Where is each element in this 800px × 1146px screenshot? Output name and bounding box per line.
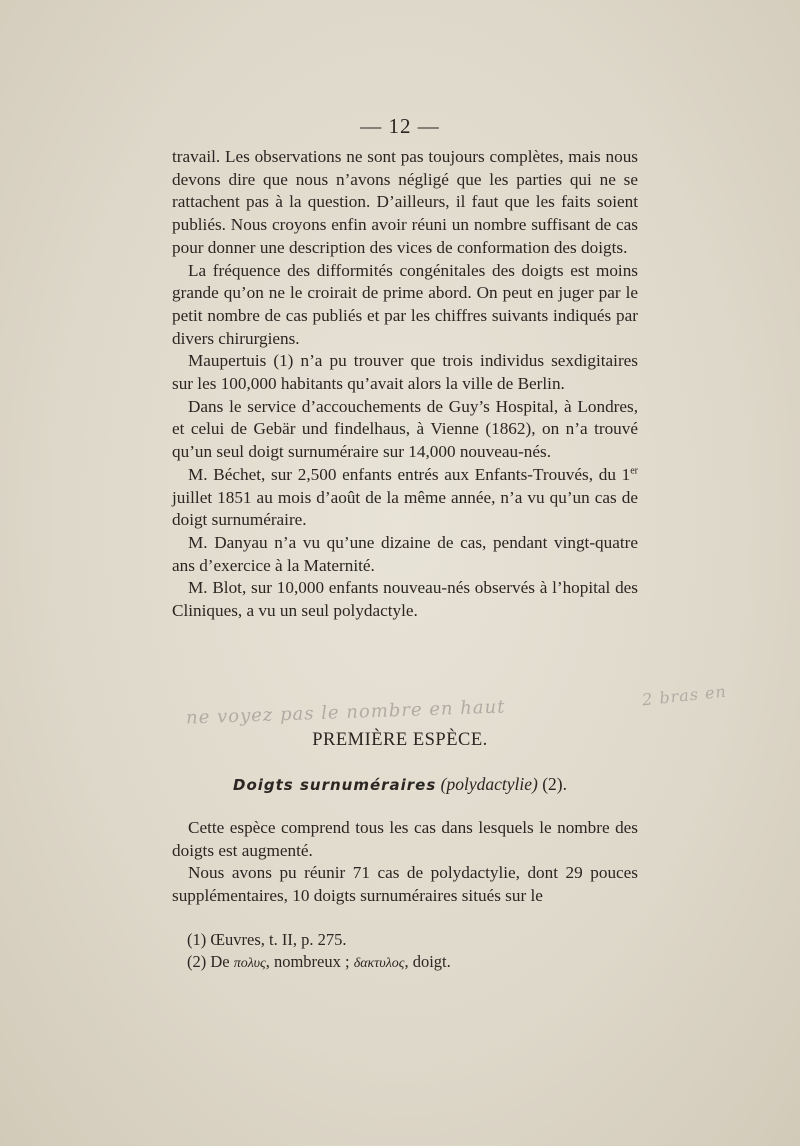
- section-text: [172, 817, 638, 908]
- footnote-2: [187, 951, 627, 975]
- subsection-heading: [0, 774, 800, 795]
- handwritten-note-margin: 2 bras en: [641, 681, 728, 710]
- paragraph: La fréquence des difformités congénitales des doigts est moins grande qu’on ne le croirait de prime abord. On peut en juger par le petit nombre de cas publiés et par les chiffres suivants indiqués par divers chirurgiens.: [172, 260, 638, 348]
- greek-word: πολυς: [233, 956, 266, 971]
- footnote-2-text: , nombreux ;: [265, 952, 354, 971]
- main-text: [172, 146, 638, 623]
- subsection-latin: (polydactylie): [440, 774, 538, 794]
- subsection-note-ref: (2).: [542, 774, 567, 794]
- bechet-text-end: juillet 1851 au mois d’août de la même année, n’a vu qu’un cas de doigt surnuméraire.: [172, 487, 638, 530]
- footnote-1: (1) Œuvres, t. II, p. 275.: [187, 930, 347, 949]
- paragraph: Nous avons pu réunir 71 cas de polydactylie, dont 29 pouces supplémentaires, 10 doigts surnuméraires situés sur le: [172, 863, 638, 906]
- handwritten-note: ne voyez pas le nombre en haut: [185, 696, 506, 729]
- paragraph-bechet: [172, 464, 638, 532]
- paragraph: Cette espèce comprend tous les cas dans lesquels le nombre des doigts est augmenté.: [172, 818, 638, 860]
- section-title: PREMIÈRE ESPÈCE.: [312, 730, 488, 750]
- paragraph: M. Danyau n’a vu qu’une dizaine de cas, pendant vingt-quatre ans d’exercice à la Maternité.: [172, 532, 638, 575]
- greek-word: δακτυλος: [353, 956, 405, 971]
- page-number: — 12 —: [360, 114, 440, 138]
- bechet-superscript: er: [630, 465, 638, 477]
- paragraph: Dans le service d’accouchements de Guy’s Hospital, à Londres, et celui de Gebär und findelhaus, à Vienne (1862), on n’a trouvé qu’un seul doigt surnuméraire sur 14,000 nouveau-nés.: [172, 396, 638, 462]
- paragraph: Maupertuis (1) n’a pu trouver que trois individus sexdigitaires sur les 100,000 habitants qu’avait alors la ville de Berlin.: [172, 351, 638, 394]
- bechet-text-start: M. Béchet, sur 2,500 enfants entrés aux Enfants-Trouvés, du 1: [188, 464, 631, 484]
- footnotes: [187, 929, 627, 975]
- subsection-title: Doigts surnuméraires: [233, 776, 437, 794]
- paragraph: M. Blot, sur 10,000 enfants nouveau-nés observés à l’hopital des Cliniques, a vu un seul polydactyle.: [172, 578, 638, 621]
- footnote-2-text: (2) De: [187, 952, 234, 971]
- paragraph: travail. Les observations ne sont pas toujours complètes, mais nous devons dire que nous n’avons négligé que les parties qui ne se rattachent pas à la question. D’ailleurs, il faut que les faits soient publiés. Nous croyons enfin avoir réuni un nombre suffisant de cas pour donner une description des vices de conformation des doigts.: [172, 147, 638, 257]
- footnote-2-text: , doigt.: [404, 952, 451, 971]
